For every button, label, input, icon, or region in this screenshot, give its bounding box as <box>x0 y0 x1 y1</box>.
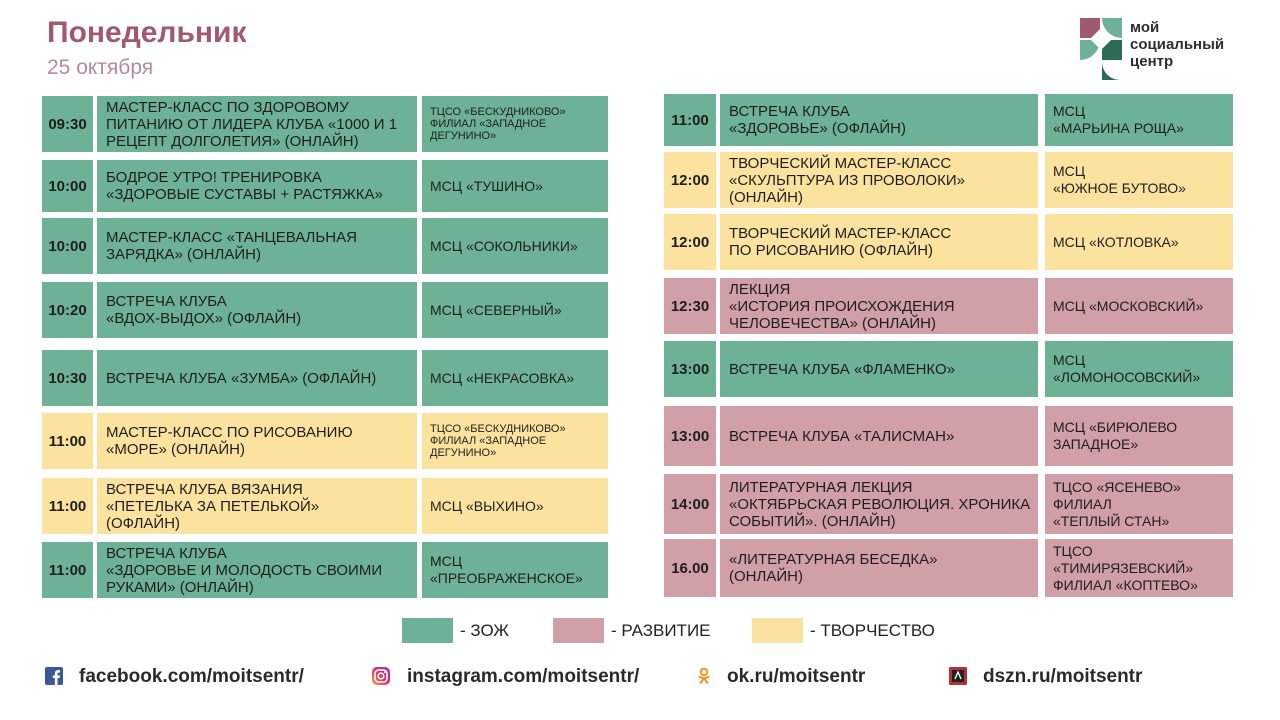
event-place-text: МСЦ «НЕКРАСОВКА» <box>430 369 575 386</box>
facebook-icon <box>45 667 63 685</box>
schedule-row <box>664 406 1233 466</box>
event-place-text: МСЦ «ПРЕОБРАЖЕНСКОЕ» <box>430 553 583 586</box>
schedule-row <box>664 539 1233 597</box>
event-place <box>1045 152 1233 208</box>
event-time: 14:00 <box>664 474 716 534</box>
event-place <box>1045 278 1233 334</box>
event-title-text: БОДРОЕ УТРО! ТРЕНИРОВКА «ЗДОРОВЫЕ СУСТАВЫ + РАСТЯЖКА» <box>106 169 383 203</box>
schedule-row <box>42 218 608 274</box>
event-place <box>422 218 608 274</box>
event-title <box>720 152 1038 208</box>
event-title <box>97 413 417 469</box>
event-place <box>1045 214 1233 270</box>
event-place-text: МСЦ «СЕВЕРНЫЙ» <box>430 301 562 318</box>
schedule-row <box>664 341 1233 397</box>
event-place <box>422 160 608 212</box>
event-title-text: ВСТРЕЧА КЛУБА «ТАЛИСМАН» <box>729 427 955 445</box>
event-place-text: МСЦ «БИРЮЛЕВО ЗАПАДНОЕ» <box>1053 419 1178 452</box>
event-place <box>1045 341 1233 397</box>
event-place <box>1045 406 1233 466</box>
legend-label-zozh: - ЗОЖ <box>460 621 510 640</box>
event-title-text: ВСТРЕЧА КЛУБА «ЗДОРОВЬЕ» (ОФЛАЙН) <box>729 103 906 137</box>
schedule-row <box>664 278 1233 334</box>
page-date: 25 октября <box>47 56 154 79</box>
logo-line-1: мой <box>1130 19 1160 36</box>
legend-label-razvitie: - РАЗВИТИЕ <box>611 621 711 640</box>
event-time: 11:00 <box>42 542 93 598</box>
schedule-row <box>42 96 608 152</box>
legend-swatch-zozh <box>402 618 453 643</box>
event-time: 11:00 <box>664 94 716 146</box>
schedule-row <box>42 282 608 338</box>
event-title <box>720 278 1038 334</box>
event-place-text: МСЦ «СОКОЛЬНИКИ» <box>430 237 578 254</box>
event-title <box>720 341 1038 397</box>
event-place <box>1045 94 1233 146</box>
event-place-text: ТЦСО «ТИМИРЯЗЕВСКИЙ» ФИЛИАЛ «КОПТЕВО» <box>1053 542 1198 593</box>
event-title <box>97 96 417 152</box>
schedule-row <box>42 542 608 598</box>
schedule-row <box>664 94 1233 146</box>
event-time: 12:00 <box>664 214 716 270</box>
event-title-text: МАСТЕР-КЛАСС ПО РИСОВАНИЮ «МОРЕ» (ОНЛАЙН) <box>106 424 353 458</box>
schedule-row <box>664 474 1233 534</box>
facebook-link[interactable]: facebook.com/moitsentr/ <box>79 666 304 687</box>
event-place-text: ТЦСО «БЕСКУДНИКОВО» ФИЛИАЛ «ЗАПАДНОЕ ДЕГУНИНО» <box>430 106 566 142</box>
event-title <box>97 218 417 274</box>
event-title-text: ВСТРЕЧА КЛУБА ВЯЗАНИЯ «ПЕТЕЛЬКА ЗА ПЕТЕЛЬКОЙ» (ОФЛАЙН) <box>106 480 320 532</box>
event-title-text: МАСТЕР-КЛАСС «ТАНЦЕВАЛЬНАЯ ЗАРЯДКА» (ОНЛАЙН) <box>106 229 357 263</box>
schedule-left-column <box>42 0 608 720</box>
event-title <box>720 94 1038 146</box>
event-time: 13:00 <box>664 341 716 397</box>
event-title <box>97 350 417 406</box>
event-title-text: ВСТРЕЧА КЛУБА «ЗУМБА» (ОФЛАЙН) <box>106 369 377 387</box>
instagram-icon <box>372 667 390 685</box>
event-title <box>97 542 417 598</box>
event-title-text: ВСТРЕЧА КЛУБА «ФЛАМЕНКО» <box>729 360 955 378</box>
event-place-text: МСЦ «ЛОМОНОСОВСКИЙ» <box>1053 352 1201 385</box>
schedule-row <box>42 350 608 406</box>
schedule-row <box>664 214 1233 270</box>
event-place-text: МСЦ «ТУШИНО» <box>430 177 543 194</box>
event-time: 13:00 <box>664 406 716 466</box>
event-title-text: ТВОРЧЕСКИЙ МАСТЕР-КЛАСС ПО РИСОВАНИЮ (ОФЛАЙН) <box>729 225 952 259</box>
dszn-link[interactable]: dszn.ru/moitsentr <box>983 666 1143 687</box>
page-title: Понедельник <box>47 16 247 49</box>
event-place <box>422 478 608 534</box>
event-title <box>720 406 1038 466</box>
event-time: 10:00 <box>42 218 93 274</box>
event-title-text: ЛИТЕРАТУРНАЯ ЛЕКЦИЯ «ОКТЯБРЬСКАЯ РЕВОЛЮЦИЯ. ХРОНИКА СОБЫТИЙ». (ОНЛАЙН) <box>729 478 1031 530</box>
event-title <box>720 214 1038 270</box>
event-place-text: МСЦ «КОТЛОВКА» <box>1053 233 1179 250</box>
legend-label-tvorchestvo: - ТВОРЧЕСТВО <box>810 621 935 640</box>
event-place <box>422 282 608 338</box>
event-time: 12:30 <box>664 278 716 334</box>
schedule-right-column <box>664 0 1233 720</box>
event-title-text: ВСТРЕЧА КЛУБА «ЗДОРОВЬЕ И МОЛОДОСТЬ СВОИМИ РУКАМИ» (ОНЛАЙН) <box>106 544 383 596</box>
event-title-text: ЛЕКЦИЯ «ИСТОРИЯ ПРОИСХОЖДЕНИЯ ЧЕЛОВЕЧЕСТВА» (ОНЛАЙН) <box>729 280 955 332</box>
event-title-text: ВСТРЕЧА КЛУБА «ВДОХ-ВЫДОХ» (ОФЛАЙН) <box>106 293 302 327</box>
event-time: 10:30 <box>42 350 93 406</box>
event-place-text: МСЦ «МОСКОВСКИЙ» <box>1053 297 1204 314</box>
event-time: 11:00 <box>42 478 93 534</box>
event-title <box>97 478 417 534</box>
schedule-row <box>664 152 1233 208</box>
event-place <box>1045 474 1233 534</box>
schedule-row <box>42 160 608 212</box>
legend-swatch-tvorchestvo <box>752 618 803 643</box>
event-place-text: МСЦ «ЮЖНОЕ БУТОВО» <box>1053 163 1186 196</box>
event-title <box>720 474 1038 534</box>
event-time: 11:00 <box>42 413 93 469</box>
event-time: 12:00 <box>664 152 716 208</box>
event-place-text: ТЦСО «БЕСКУДНИКОВО» ФИЛИАЛ «ЗАПАДНОЕ ДЕГУНИНО» <box>430 423 566 459</box>
schedule-row <box>42 478 608 534</box>
event-title-text: «ЛИТЕРАТУРНАЯ БЕСЕДКА» (ОНЛАЙН) <box>729 551 938 585</box>
event-title <box>97 160 417 212</box>
event-place-text: ТЦСО «ЯСЕНЕВО» ФИЛИАЛ «ТЕПЛЫЙ СТАН» <box>1053 478 1181 529</box>
event-title <box>97 282 417 338</box>
event-place <box>422 542 608 598</box>
logo-line-3: центр <box>1130 53 1174 70</box>
event-place-text: МСЦ «МАРЬИНА РОЩА» <box>1053 103 1184 136</box>
legend-swatch-razvitie <box>553 618 604 643</box>
dszn-icon <box>949 667 967 685</box>
instagram-link[interactable]: instagram.com/moitsentr/ <box>407 666 640 687</box>
event-time: 16.00 <box>664 539 716 597</box>
event-place <box>1045 539 1233 597</box>
schedule-row <box>42 413 608 469</box>
event-place-text: МСЦ «ВЫХИНО» <box>430 497 544 514</box>
event-time: 10:20 <box>42 282 93 338</box>
event-place <box>422 350 608 406</box>
odnoklassniki-link[interactable]: ok.ru/moitsentr <box>727 666 866 687</box>
event-title <box>720 539 1038 597</box>
odnoklassniki-icon <box>695 667 713 685</box>
event-title-text: МАСТЕР-КЛАСС ПО ЗДОРОВОМУ ПИТАНИЮ ОТ ЛИДЕРА КЛУБА «1000 И 1 РЕЦЕПТ ДОЛГОЛЕТИЯ» (ОНЛАЙН) <box>106 98 398 150</box>
event-place <box>422 96 608 152</box>
event-time: 10:00 <box>42 160 93 212</box>
logo-line-2: социальный <box>1130 36 1225 53</box>
event-title-text: ТВОРЧЕСКИЙ МАСТЕР-КЛАСС «СКУЛЬПТУРА ИЗ ПРОВОЛОКИ» (ОНЛАЙН) <box>729 154 965 206</box>
event-time: 09:30 <box>42 96 93 152</box>
event-place <box>422 413 608 469</box>
